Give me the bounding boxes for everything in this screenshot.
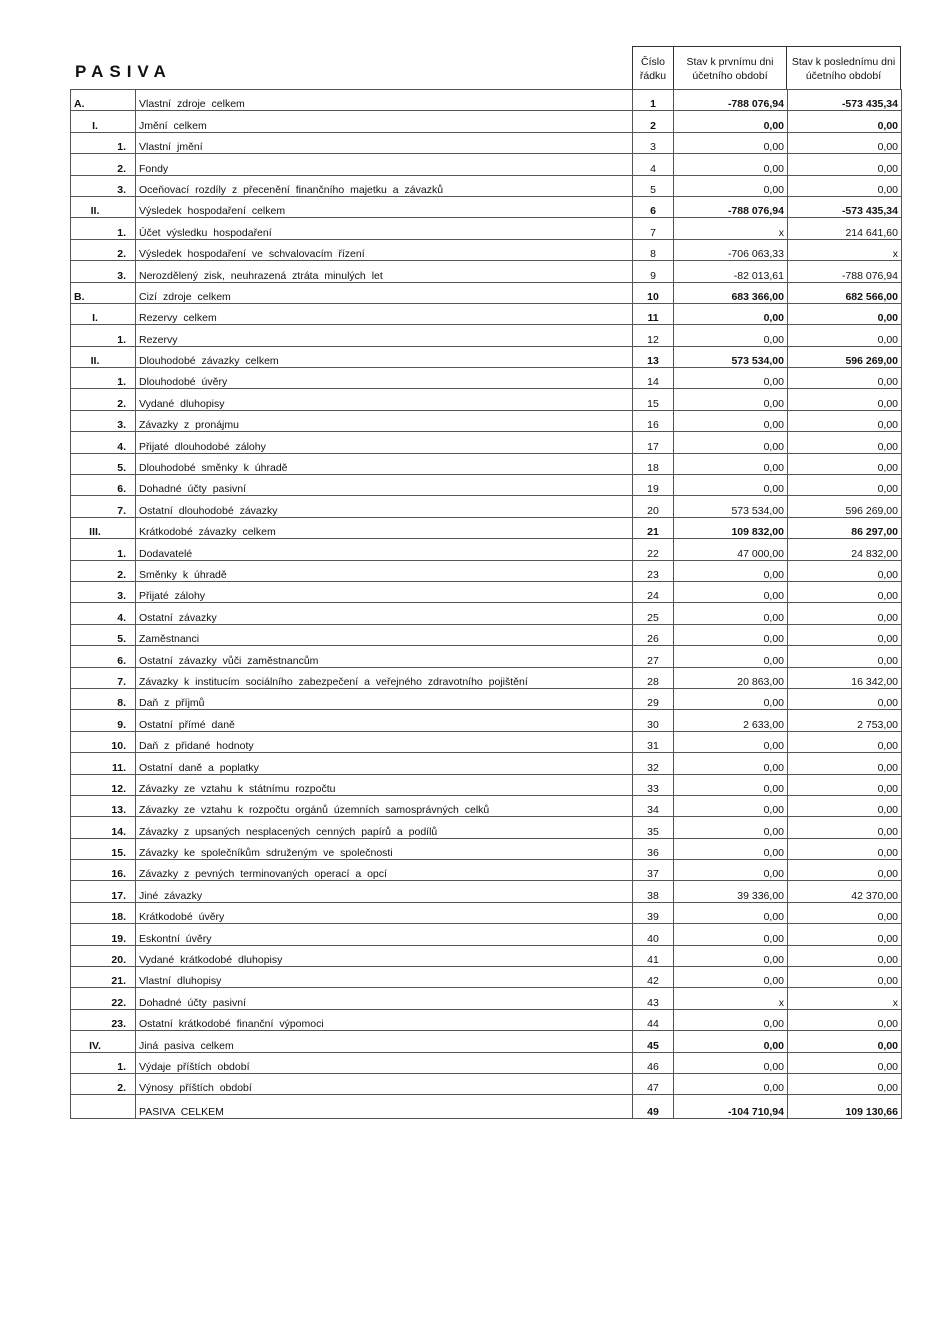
table-row (71, 603, 902, 624)
section-code: I. (71, 303, 136, 324)
row-number: 32 (633, 753, 674, 774)
row-number: 14 (633, 368, 674, 389)
value-last-day: 0,00 (788, 838, 902, 859)
row-number: 23 (633, 560, 674, 581)
table-row (71, 881, 902, 902)
table-row (71, 1052, 902, 1073)
value-last-day: 0,00 (788, 753, 902, 774)
section-code: 2. (71, 154, 136, 175)
value-last-day: x (788, 239, 902, 260)
table-row (71, 1009, 902, 1030)
row-number: 13 (633, 346, 674, 367)
value-last-day: 0,00 (788, 731, 902, 752)
item-name: Daň z přidané hodnoty (136, 731, 633, 752)
table-row (71, 496, 902, 517)
value-first-day: 0,00 (674, 1009, 788, 1030)
value-first-day: 0,00 (674, 646, 788, 667)
row-number: 1 (633, 90, 674, 111)
header-first-day: Stav k prvnímu dni účetního období (674, 47, 787, 89)
section-code: 1. (71, 325, 136, 346)
item-name: Přijaté dlouhodobé zálohy (136, 432, 633, 453)
table-row (71, 710, 902, 731)
value-last-day: 0,00 (788, 132, 902, 153)
section-code: 2. (71, 389, 136, 410)
table-row (71, 132, 902, 153)
value-first-day: 109 832,00 (674, 517, 788, 538)
value-first-day: 0,00 (674, 475, 788, 496)
value-last-day: 0,00 (788, 453, 902, 474)
item-name: Dohadné účty pasivní (136, 475, 633, 496)
value-first-day: 0,00 (674, 389, 788, 410)
item-name: Výnosy příštích období (136, 1073, 633, 1094)
row-number: 2 (633, 111, 674, 132)
value-last-day: 0,00 (788, 902, 902, 923)
row-number: 46 (633, 1052, 674, 1073)
value-first-day: 2 633,00 (674, 710, 788, 731)
section-code: 17. (71, 881, 136, 902)
table-row (71, 154, 902, 175)
value-first-day: 0,00 (674, 624, 788, 645)
item-name: Vlastní zdroje celkem (136, 90, 633, 111)
item-name: Závazky ze vztahu k státnímu rozpočtu (136, 774, 633, 795)
item-name: Ostatní daně a poplatky (136, 753, 633, 774)
value-first-day: 39 336,00 (674, 881, 788, 902)
section-code: 5. (71, 453, 136, 474)
item-name: Směnky k úhradě (136, 560, 633, 581)
section-code: III. (71, 517, 136, 538)
row-number: 21 (633, 517, 674, 538)
value-last-day: 0,00 (788, 154, 902, 175)
value-first-day: 0,00 (674, 111, 788, 132)
table-row (71, 410, 902, 431)
row-number: 28 (633, 667, 674, 688)
item-name: Dlouhodobé úvěry (136, 368, 633, 389)
row-number: 7 (633, 218, 674, 239)
section-code: 2. (71, 239, 136, 260)
section-code: 5. (71, 624, 136, 645)
row-number: 11 (633, 303, 674, 324)
value-first-day: x (674, 218, 788, 239)
section-code: IV. (71, 1031, 136, 1052)
value-first-day: -788 076,94 (674, 196, 788, 217)
section-code: 18. (71, 902, 136, 923)
item-name: Jmění celkem (136, 111, 633, 132)
row-number: 6 (633, 196, 674, 217)
section-code: 7. (71, 667, 136, 688)
table-row (71, 774, 902, 795)
value-first-day: 0,00 (674, 817, 788, 838)
item-name: Výsledek hospodaření celkem (136, 196, 633, 217)
value-first-day: 573 534,00 (674, 496, 788, 517)
header-row-number: Číslo řádku (633, 47, 674, 89)
value-first-day: 0,00 (674, 603, 788, 624)
value-first-day: 0,00 (674, 410, 788, 431)
section-code: 11. (71, 753, 136, 774)
value-last-day: 0,00 (788, 1052, 902, 1073)
value-first-day: 20 863,00 (674, 667, 788, 688)
value-last-day: 596 269,00 (788, 496, 902, 517)
section-code: 20. (71, 945, 136, 966)
item-name: Ostatní krátkodobé finanční výpomoci (136, 1009, 633, 1030)
row-number: 30 (633, 710, 674, 731)
table-row (71, 1031, 902, 1052)
row-number: 18 (633, 453, 674, 474)
section-code: A. (71, 90, 136, 111)
value-last-day: 596 269,00 (788, 346, 902, 367)
section-code: 1. (71, 539, 136, 560)
section-code: 19. (71, 924, 136, 945)
value-first-day: 0,00 (674, 774, 788, 795)
row-number: 20 (633, 496, 674, 517)
value-first-day: 0,00 (674, 860, 788, 881)
value-last-day: 0,00 (788, 410, 902, 431)
table-row (71, 239, 902, 260)
table-row (71, 667, 902, 688)
item-name: Krátkodobé úvěry (136, 902, 633, 923)
item-name: Vydané dluhopisy (136, 389, 633, 410)
table-row (71, 988, 902, 1009)
row-number: 22 (633, 539, 674, 560)
row-number: 40 (633, 924, 674, 945)
value-first-day: 0,00 (674, 731, 788, 752)
row-number: 3 (633, 132, 674, 153)
row-number: 24 (633, 581, 674, 602)
item-name: Jiná pasiva celkem (136, 1031, 633, 1052)
row-number: 10 (633, 282, 674, 303)
value-first-day: 0,00 (674, 132, 788, 153)
table-row (71, 1073, 902, 1094)
item-name: Rezervy celkem (136, 303, 633, 324)
section-code: 1. (71, 368, 136, 389)
section-code: 15. (71, 838, 136, 859)
section-code: II. (71, 346, 136, 367)
value-last-day: 0,00 (788, 688, 902, 709)
item-name: Krátkodobé závazky celkem (136, 517, 633, 538)
item-name: Dohadné účty pasivní (136, 988, 633, 1009)
row-number: 35 (633, 817, 674, 838)
table-row (71, 196, 902, 217)
table-row (71, 432, 902, 453)
value-first-day: x (674, 988, 788, 1009)
section-code (71, 1095, 136, 1119)
value-first-day: -82 013,61 (674, 261, 788, 282)
header-last-day: Stav k poslednímu dni účetního období (787, 47, 901, 89)
value-last-day: 0,00 (788, 1073, 902, 1094)
value-last-day: 0,00 (788, 475, 902, 496)
section-code: 8. (71, 688, 136, 709)
value-first-day: -706 063,33 (674, 239, 788, 260)
item-name: Fondy (136, 154, 633, 175)
row-number: 37 (633, 860, 674, 881)
item-name: Oceňovací rozdíly z přecenění finančního majetku a závazků (136, 175, 633, 196)
row-number: 47 (633, 1073, 674, 1094)
section-code: 1. (71, 1052, 136, 1073)
table-row (71, 688, 902, 709)
item-name: Přijaté zálohy (136, 581, 633, 602)
table-row (71, 967, 902, 988)
section-code: 14. (71, 817, 136, 838)
value-last-day: 0,00 (788, 303, 902, 324)
value-last-day: 2 753,00 (788, 710, 902, 731)
page-title: PASIVA (75, 62, 172, 81)
section-code: 3. (71, 581, 136, 602)
value-last-day: 0,00 (788, 325, 902, 346)
value-first-day: 0,00 (674, 175, 788, 196)
table-row (71, 218, 902, 239)
value-first-day: 0,00 (674, 967, 788, 988)
section-code: 3. (71, 410, 136, 431)
row-number: 36 (633, 838, 674, 859)
section-code: 4. (71, 603, 136, 624)
table-row (71, 945, 902, 966)
table-row (71, 389, 902, 410)
row-number: 43 (633, 988, 674, 1009)
row-number: 34 (633, 795, 674, 816)
item-name: Ostatní závazky vůči zaměstnancům (136, 646, 633, 667)
value-last-day: 214 641,60 (788, 218, 902, 239)
row-number: 15 (633, 389, 674, 410)
item-name: Ostatní dlouhodobé závazky (136, 496, 633, 517)
value-last-day: 0,00 (788, 646, 902, 667)
item-name: Nerozdělený zisk, neuhrazená ztráta minulých let (136, 261, 633, 282)
column-header (632, 46, 901, 89)
table-row (71, 282, 902, 303)
value-first-day: 0,00 (674, 1052, 788, 1073)
row-number: 49 (633, 1095, 674, 1119)
row-number: 4 (633, 154, 674, 175)
item-name: Výsledek hospodaření ve schvalovacím řízení (136, 239, 633, 260)
value-first-day: 0,00 (674, 924, 788, 945)
row-number: 5 (633, 175, 674, 196)
row-number: 42 (633, 967, 674, 988)
value-first-day: -788 076,94 (674, 90, 788, 111)
value-last-day: 86 297,00 (788, 517, 902, 538)
value-last-day: 0,00 (788, 368, 902, 389)
item-name: Závazky ze vztahu k rozpočtu orgánů územních samosprávných celků (136, 795, 633, 816)
value-first-day: 0,00 (674, 581, 788, 602)
row-number: 12 (633, 325, 674, 346)
row-number: 33 (633, 774, 674, 795)
table-row (71, 175, 902, 196)
table-row (71, 1095, 902, 1119)
section-code: 6. (71, 475, 136, 496)
table-row (71, 902, 902, 923)
section-code: 12. (71, 774, 136, 795)
table-row (71, 453, 902, 474)
value-last-day: 0,00 (788, 175, 902, 196)
item-name: Účet výsledku hospodaření (136, 218, 633, 239)
item-name: Vlastní dluhopisy (136, 967, 633, 988)
table-row (71, 924, 902, 945)
table-row (71, 261, 902, 282)
section-code: 3. (71, 175, 136, 196)
row-number: 8 (633, 239, 674, 260)
value-last-day: 0,00 (788, 774, 902, 795)
value-first-day: 0,00 (674, 303, 788, 324)
value-last-day: 0,00 (788, 795, 902, 816)
row-number: 16 (633, 410, 674, 431)
value-last-day: 0,00 (788, 924, 902, 945)
item-name: Závazky k institucím sociálního zabezpečení a veřejného zdravotního pojištění (136, 667, 633, 688)
table-row (71, 346, 902, 367)
value-last-day: 0,00 (788, 581, 902, 602)
section-code: 16. (71, 860, 136, 881)
section-code: 23. (71, 1009, 136, 1030)
item-name: Závazky z pevných terminovaných operací a opcí (136, 860, 633, 881)
value-last-day: 0,00 (788, 432, 902, 453)
item-name: Zaměstnanci (136, 624, 633, 645)
item-name: Jiné závazky (136, 881, 633, 902)
item-name: Ostatní přímé daně (136, 710, 633, 731)
value-last-day: 42 370,00 (788, 881, 902, 902)
section-code: I. (71, 111, 136, 132)
item-name: Vydané krátkodobé dluhopisy (136, 945, 633, 966)
row-number: 17 (633, 432, 674, 453)
row-number: 25 (633, 603, 674, 624)
value-first-day: 0,00 (674, 1073, 788, 1094)
value-first-day: 0,00 (674, 688, 788, 709)
value-last-day: 0,00 (788, 111, 902, 132)
value-last-day: 24 832,00 (788, 539, 902, 560)
value-first-day: 0,00 (674, 432, 788, 453)
value-first-day: 683 366,00 (674, 282, 788, 303)
section-code: 2. (71, 1073, 136, 1094)
row-number: 9 (633, 261, 674, 282)
section-code: 21. (71, 967, 136, 988)
section-code: 4. (71, 432, 136, 453)
section-code: 13. (71, 795, 136, 816)
value-first-day: 0,00 (674, 453, 788, 474)
value-last-day: 0,00 (788, 945, 902, 966)
row-number: 29 (633, 688, 674, 709)
value-last-day: 0,00 (788, 1009, 902, 1030)
item-name: Závazky ke společníkům sdruženým ve společnosti (136, 838, 633, 859)
table-row (71, 646, 902, 667)
section-code: 10. (71, 731, 136, 752)
value-last-day: 0,00 (788, 860, 902, 881)
value-first-day: 0,00 (674, 325, 788, 346)
table-row (71, 731, 902, 752)
value-last-day: -573 435,34 (788, 196, 902, 217)
table-row (71, 517, 902, 538)
section-code: 6. (71, 646, 136, 667)
table-row (71, 624, 902, 645)
item-name: Cizí zdroje celkem (136, 282, 633, 303)
table-row (71, 560, 902, 581)
value-last-day: 0,00 (788, 603, 902, 624)
section-code: 1. (71, 132, 136, 153)
row-number: 26 (633, 624, 674, 645)
value-last-day: 682 566,00 (788, 282, 902, 303)
value-first-day: 0,00 (674, 753, 788, 774)
section-code: 3. (71, 261, 136, 282)
item-name: Výdaje příštích období (136, 1052, 633, 1073)
value-last-day: 0,00 (788, 1031, 902, 1052)
item-name: PASIVA CELKEM (136, 1095, 633, 1119)
value-last-day: 0,00 (788, 624, 902, 645)
section-code: 7. (71, 496, 136, 517)
value-last-day: x (788, 988, 902, 1009)
table-row (71, 475, 902, 496)
value-last-day: -573 435,34 (788, 90, 902, 111)
table-row (71, 303, 902, 324)
table-row (71, 795, 902, 816)
table-row (71, 539, 902, 560)
table-row (71, 581, 902, 602)
section-code: 9. (71, 710, 136, 731)
item-name: Dodavatelé (136, 539, 633, 560)
value-first-day: 573 534,00 (674, 346, 788, 367)
table-row (71, 817, 902, 838)
row-number: 19 (633, 475, 674, 496)
value-first-day: 0,00 (674, 795, 788, 816)
table-row (71, 838, 902, 859)
value-last-day: 0,00 (788, 389, 902, 410)
table-row (71, 111, 902, 132)
liabilities-table (70, 89, 902, 1119)
item-name: Rezervy (136, 325, 633, 346)
row-number: 27 (633, 646, 674, 667)
value-first-day: 0,00 (674, 560, 788, 581)
value-last-day: 0,00 (788, 967, 902, 988)
item-name: Dlouhodobé závazky celkem (136, 346, 633, 367)
value-first-day: 0,00 (674, 945, 788, 966)
value-last-day: 16 342,00 (788, 667, 902, 688)
item-name: Dlouhodobé směnky k úhradě (136, 453, 633, 474)
item-name: Vlastní jmění (136, 132, 633, 153)
table-row (71, 325, 902, 346)
row-number: 39 (633, 902, 674, 923)
row-number: 44 (633, 1009, 674, 1030)
row-number: 45 (633, 1031, 674, 1052)
value-last-day: 0,00 (788, 817, 902, 838)
row-number: 31 (633, 731, 674, 752)
section-code: B. (71, 282, 136, 303)
item-name: Závazky z upsaných nesplacených cenných papírů a podílů (136, 817, 633, 838)
value-last-day: -788 076,94 (788, 261, 902, 282)
value-first-day: -104 710,94 (674, 1095, 788, 1119)
value-first-day: 0,00 (674, 1031, 788, 1052)
section-code: II. (71, 196, 136, 217)
value-first-day: 0,00 (674, 902, 788, 923)
value-first-day: 47 000,00 (674, 539, 788, 560)
value-first-day: 0,00 (674, 838, 788, 859)
table-row (71, 860, 902, 881)
row-number: 41 (633, 945, 674, 966)
value-last-day: 109 130,66 (788, 1095, 902, 1119)
value-first-day: 0,00 (674, 154, 788, 175)
item-name: Eskontní úvěry (136, 924, 633, 945)
section-code: 22. (71, 988, 136, 1009)
table-row (71, 90, 902, 111)
section-code: 2. (71, 560, 136, 581)
table-row (71, 368, 902, 389)
value-first-day: 0,00 (674, 368, 788, 389)
item-name: Daň z příjmů (136, 688, 633, 709)
item-name: Ostatní závazky (136, 603, 633, 624)
row-number: 38 (633, 881, 674, 902)
item-name: Závazky z pronájmu (136, 410, 633, 431)
value-last-day: 0,00 (788, 560, 902, 581)
section-code: 1. (71, 218, 136, 239)
table-row (71, 753, 902, 774)
